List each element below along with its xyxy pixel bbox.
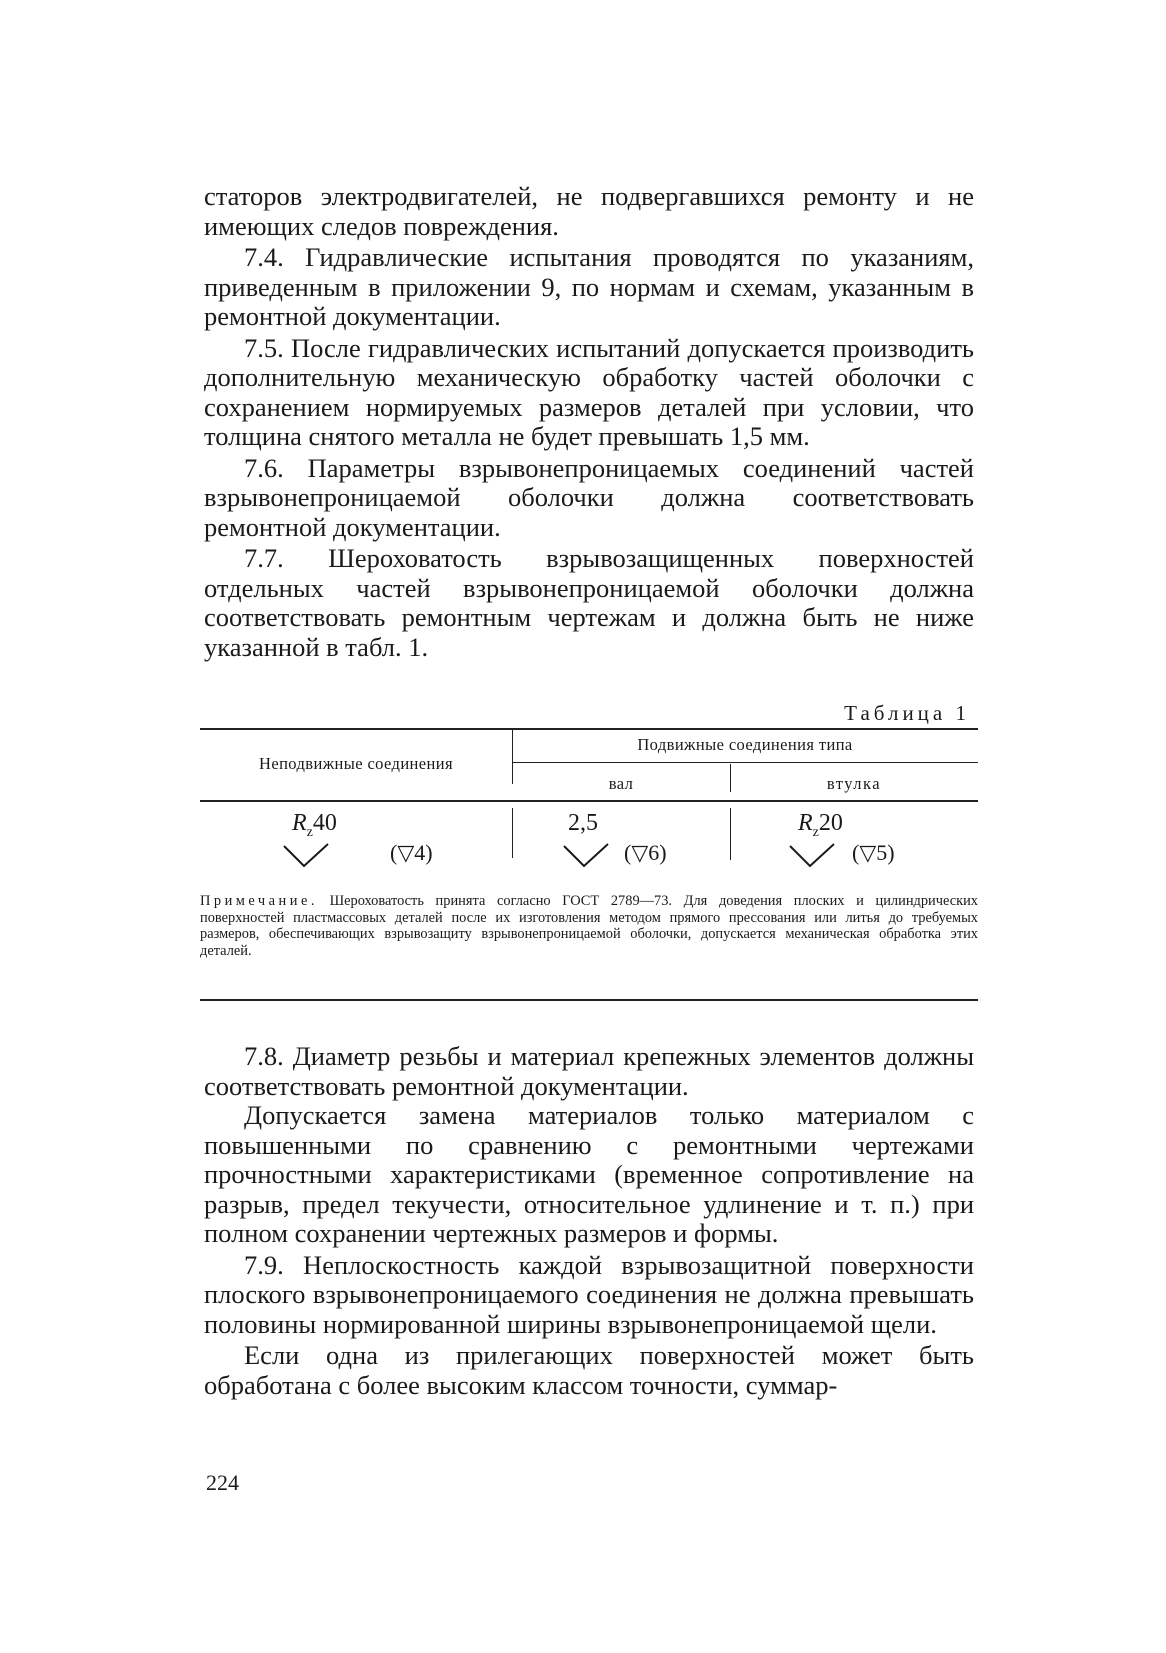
table-cell-sleeve bbox=[730, 810, 978, 880]
paragraph-7-5: 7.5. После гидравлических испытаний допускается производить дополнительную механическую обработку частей оболочки с сохранением нормируемых размеров деталей при условии, что толщина снятого металла не будет превышать 1,5 мм. bbox=[204, 332, 974, 451]
roughness-class: (▽6) bbox=[624, 840, 667, 865]
page-number: 224 bbox=[206, 1470, 239, 1495]
table-note bbox=[200, 893, 978, 959]
note-heading: Примечание. bbox=[200, 893, 318, 909]
roughness-class: (▽5) bbox=[852, 840, 895, 865]
roughness-sub: z bbox=[306, 824, 313, 840]
roughness-check-icon bbox=[562, 842, 610, 868]
table-subheader-rule bbox=[512, 762, 978, 763]
paragraph-7-4: 7.4. Гидравлические испытания проводятся по указаниям, приведенным в приложении 9, по нормам и схемам, указанным в ремонтной документации. bbox=[204, 242, 974, 331]
paragraph-7-9: 7.9. Неплоскостность каждой взрывозащитной поверхности плоского взрывонепроницаемого соединения не должна превышать половины нормированной ширины взрывонепроницаемой щели. bbox=[204, 1249, 974, 1339]
paragraph-7-7: 7.7. Шероховатость взрывозащищенных поверхностей отдельных частей взрывонепроницаемой оболочки должна соответствовать ремонтным чертежам и должна быть не ниже указанной в табл. 1. bbox=[204, 543, 974, 662]
roughness-value: 40 bbox=[312, 810, 337, 836]
roughness-check-icon bbox=[282, 842, 330, 868]
table-header-rule bbox=[200, 800, 978, 802]
roughness-label: R bbox=[798, 810, 813, 836]
table-top-rule bbox=[200, 728, 978, 730]
roughness-value: 20 bbox=[818, 810, 843, 836]
roughness-label: 2,5 bbox=[568, 810, 598, 836]
note-text: Шероховатость принята согласно ГОСТ 2789—73. Для доведения плоских и цилиндрических поверхностей пластмассовых деталей после их изготовления методом прямого прессования или литья до требуемых размеров, обеспечивающих взрывозащиту взрывонепроницаемой оболочки, допускается механическая обработка этих деталей. bbox=[200, 893, 978, 959]
roughness-class: (▽4) bbox=[390, 840, 433, 865]
table-cell-shaft bbox=[512, 810, 730, 880]
paragraph: Допускается замена материалов только материалом с повышенными по сравнению с ремонтными чертежами прочностными характеристиками (временное сопротивление на разрыв, предел текучести, относительное удлинение и т. п.) при полном сохранении чертежных размеров и формы. bbox=[204, 1100, 974, 1248]
table-cell-fixed bbox=[200, 810, 512, 880]
header-fixed-joints: Неподвижные соединения bbox=[259, 754, 453, 773]
table-bottom-rule bbox=[200, 999, 978, 1001]
paragraph: статоров электродвигателей, не подвергавшихся ремонту и не имеющих следов повреждения. bbox=[204, 181, 974, 241]
header-movable-joints: Подвижные соединения типа bbox=[637, 735, 853, 754]
header-sleeve: втулка bbox=[826, 774, 882, 793]
roughness-check-icon bbox=[788, 842, 836, 868]
roughness-sub: z bbox=[812, 824, 819, 840]
paragraph: Если одна из прилегающих поверхностей может быть обработана с более высоким классом точности, суммар- bbox=[204, 1340, 974, 1400]
text-block-bottom bbox=[204, 1042, 974, 1400]
paragraph-7-6: 7.6. Параметры взрывонепроницаемых соединений частей взрывонепроницаемой оболочки должна соответствовать ремонтной документации. bbox=[204, 452, 974, 542]
table-caption: Таблица 1 bbox=[844, 701, 970, 725]
paragraph-7-8: 7.8. Диаметр резьбы и материал крепежных элементов должны соответствовать ремонтной документации. bbox=[204, 1041, 974, 1101]
text-block-top bbox=[204, 182, 974, 662]
roughness-label: R bbox=[292, 810, 307, 836]
header-shaft: вал bbox=[608, 774, 634, 793]
